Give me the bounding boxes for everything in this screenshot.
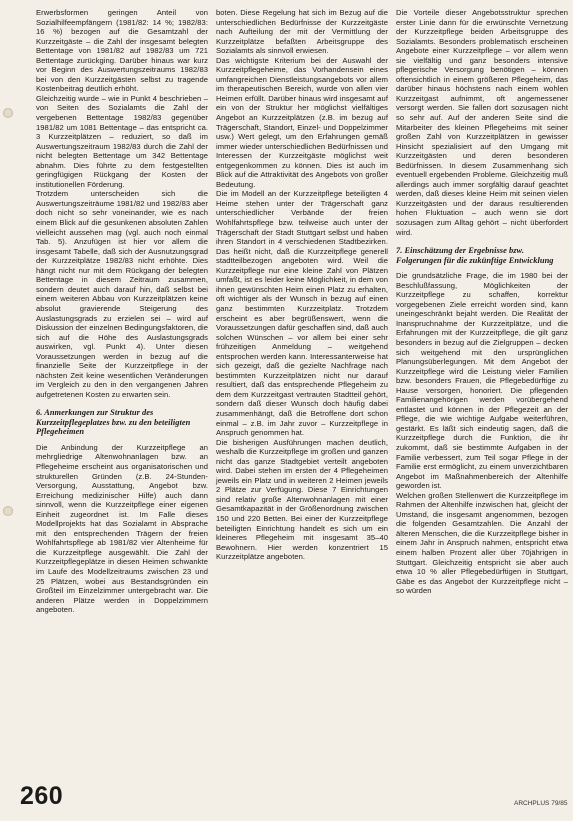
section-heading: 6. Anmerkungen zur Struktur des Kurzzeitpflegeplatzes bzw. zu den beteiligten Pflegeheimen: [36, 408, 191, 437]
punch-hole-mark: [3, 108, 13, 118]
paragraph: boten. Diese Regelung hat sich im Bezug auf die unterschiedlichen Bedürfnisse der Kurzzeitgäste nach Aufteilung der mit der Vermittlung der Kurzzeitplätze befaßten Arbeitsgruppe des Sozialamts als sinnvoll erwiesen.: [216, 8, 388, 56]
paragraph: Gleichzeitig wurde – wie in Punkt 4 beschrieben – von Seiten des Sozialamts die Zahl der vergebenen Bettentage 1982/83 gegenüber 1981/82 um 1081 Bettentage – das entspricht ca. 3 Kurzzeitplätzen – reduziert, so daß im Auswertungszeitraum 1982/83 durch die Zahl der nicht belegten Bettentage um 342 Bettentage abnahm. Dies führte zu dem festgestellten geringfügigen Rückgang der Kosten der institutionellen Förderung.: [36, 93, 208, 189]
paragraph: Erwerbsformen geringen Anteil von Sozialhilfeempfängern (1981/82: 14 %; 1982/83: 16 %) bezogen auf die Gesamtzahl der Kurzzeitgäste – die Zahl der insgesamt belegten Bettentage von 1981/82 auf 1982/83 um 721 Bettentage zurückging. Darüber hinaus war kurz vor Beginn des Auswertungszeitraums 1982/83 bei von den Kurzzeitgästen selbst zu tragende Kostenbeitrag deutlich erhöht.: [36, 8, 208, 94]
paragraph: Die Vorteile dieser Angebotsstruktur sprechen erster Linie dann für die erwünschte Vernetzung der Kurzzeitpflege beiden Arbeitsgruppe des Sozialamts. Besonders problematisch erscheinen Angebote einer Kurzzeitpflege – vor allem wenn sie vielfältig und ganz besonders intensive pflegerische Versorgung benötigen – können oftensichtlich in einem größeren Pflegeheim, das darüber hinaus höchstens nach einem wohlen Kurzzeitgast aufnimmt, oft angemessener versorgt werden. Sie fallen dort sozusagen nicht so sehr auf. Auf der anderen Seite sind die Mitarbeiter des kleinen Pflegeheims mit seiner großen Zahl von Kurzzeitplätzen in gewisser Hinsicht spezialisiert auf den Umgang mit Kurzzeitgästen und deren besonderen Bedürfnissen. In diesem Zusammenhang sich eventuell ergebenden Probleme. Gleichzeitig muß allerdings auch immer sorgfältig darauf geachtet werden, daß dieses kleine Heim mit seinen vielen Kurzzeitgästen und der daraus resultierenden hohen Fluktuation – auch wenn sie dort sozusagen zum Alltag gehört – nicht überfordert wird.: [396, 8, 568, 237]
text-column-middle: [216, 8, 388, 562]
paragraph: Das wichtigste Kriterium bei der Auswahl der Kurzzeitpflegeheime, das Vorhandensein eines umfangreichen Dienstleistungsangebots vor allem im therapeutischen Bereich, wurde von allen vier Heimen erfüllt. Darüber hinaus wird insgesamt auf ein von der Struktur her möglichst vielfältiges Angebot an Kurzzeitplätzen (z.B. im bezug auf Trägerschaft, Standort, Einzel- und Doppelzimmer usw.) Wert gelegt, um den Erfahrungen gemäß immer wieder unterschiedlichen Bedürfnissen und Interessen der Kurzzeitgäste möglichst weit entgegenkommen zu können. Dies ist auch im Blick auf die Attraktivität des Angebots von großer Bedeutung.: [216, 55, 388, 189]
paragraph: Die bisherigen Ausführungen machen deutlich, weshalb die Kurzzeitpflege im großen und ganzen nicht das ganze Stadtgebiet verteilt angeboten wird. Dabei stehen im ersten der 4 Pflegeheimen jeweils ein Platz und in weiteren 2 Heimen jeweils 2 Plätze zur Verfügung. Diese 7 Einrichtungen sind relativ große Altenwohnanlagen mit einer Gesamtkapazität in der Größenordnung zwischen 150 und 220 Betten. Bei einer der Kurzzeitpflege beteiligten Einrichtung handelt es sich um ein kleineres Pflegeheim mit insgesamt 35–40 Bewohnern. Hier werden konzentriert 15 Kurzzeitplätze angeboten.: [216, 437, 388, 562]
text-column-right: [396, 8, 568, 596]
section-heading: 7. Einschätzung der Ergebnisse bzw. Folgerungen für die zukünftige Entwicklung: [396, 246, 554, 265]
paragraph: Die Anbindung der Kurzzeitpflege an mehrgliedrige Altenwohnanlagen bzw. an Pflegeheime erscheint aus organisatorischen und strukturellen Gründen (z.B. 24-Stunden-Versorgung, Ausstattung, Angebot bzw. Erreichung medizinischer Hilfe) auch dann sinnvoll, wenn die Kurzzeitpflege einer eigenen Einheit zugeordnet ist. Im Falle dieses Modellprojekts hat das Sozialamt in Absprache mit den entsprechenden Trägern der freien Wohlfahrtspflege ab 1981/82 vier Altenheime für die Kurzzeitpflege ausgewählt. Die Zahl der Kurzzeitpflegeplätze in diesen Heimen schwankte im Laufe des Modellzeitraums zwischen 23 und 25 Plätzen, wobei aus Bestandsgründen ein Großteil im Einzelzimmer untergebracht war. Die anderen Plätze werden in Doppelzimmern angeboten.: [36, 442, 208, 615]
page-number: 260: [20, 782, 64, 810]
paragraph: Welchen großen Stellenwert die Kurzzeitpflege im Rahmen der Altenhilfe inzwischen hat, gleicht der Umstand, die insgesamt angenommen, bezogen die folgenden Gesamtzahlen. Die Anzahl der älteren Menschen, die die Kurzzeitpflege bisher in einem Jahr in Anspruch nahmen, entspricht etwa einem halben Prozent aller über 70jährigen in Stuttgart. Gleichzeitig entspricht sie aber auch etwa 10 % aller Pflegebedürftigen in Stuttgart, Gäbe es das Angebot der Kurzzeitpflege nicht – so würden: [396, 490, 568, 596]
paragraph: Die grundsätzliche Frage, die im 1980 bei der Beschlußfassung, Möglichkeiten der Kurzzeitpflege zu schaffen, korrektur vorgegebenen Ziele erreicht worden sind, kann uneingeschränkt bejaht werden. Die Realität der Inanspruchnahme der Kurzzeitplätze, und die Erfahrungen mit der Kurzzeitpflege, die gilt ganz besonders in bezug auf die Zielgruppen – decken sich weitgehend mit den ursprünglichen Planungsüberlegungen. Mit dem Angebot der Kurzzeitpflege wird die Leistung vieler Familien bzw. besonders Frauen, die Pflegebedürftige zu Hause versorgen, honoriert. Die pflegenden Familienangehörigen werden vorübergehend entlastet und können in der Pflegezeit an der Pflege, die wie wichtige Aufgabe weiterführen, gestärkt. Es läßt sich eindeutig sagen, daß die Kurzzeitpflege durch die Funktion, die ihr zukommt, daß sie bestimmte Aufgaben in der Familie verbessert, zum Teil sogar Pflege in der Familie erst ermöglicht, zu einem unverzichtbaren Angebot im Maßnahmenbereich der Altenhilfe geworden ist.: [396, 271, 568, 491]
paragraph: Die im Modell an der Kurzzeitpflege beteiligten 4 Heime stehen unter der Trägerschaft ganz unterschiedlicher Verbände der freien Wohlfahrtspflege bzw. teilweise auch unter der Trägerschaft der Stadt Stuttgart selbst und haben ihren Standort in 4 verschiedenen Stadtbezirken. Das heißt nicht, daß die Kurzzeitpflege generell stadtteilbezogen angeboten wird. Weil die Kurzzeitpflege nur eine kleine Zahl von Plätzen umfaßt, ist es leider keine Möglichkeit, in dem von ihnen gewünschten Heim einen Platz zu erhalten, oft wichtiger als der Wunsch in bezug auf einen ganz bestimmten Kurzzeitplatz. Trotzdem erscheint es aber begrüßenswert, wenn die Voraussetzungen dafür geschaffen sind, daß auch solchen Wünschen – vor allem bei einer sehr frühzeitigen Anmeldung – weitgehend entsprochen werden kann. Interessanterweise hat sich gezeigt, daß die gezielte Nachfrage nach bestimmten Kurzzeitplätzen nicht nur darauf resultiert, daß das entsprechende Pflegeheim zu dem dem Kurzzeitgast vertrauten Stadtteil gehört, sondern daß dieser Wunsch doch häufig dabei zusammenhängt, daß die Betroffene dort schon einmal – z.B. im Jahr zuvor – Kurzzeitpflege in Anspruch genommen hat.: [216, 189, 388, 438]
text-column-left: [36, 8, 208, 615]
paragraph: Trotzdem unterscheiden sich die Auswertungszeiträume 1981/82 und 1982/83 aber doch nicht so sehr voneinander, wie es nach einem Blick auf die gesunkenen absoluten Zahlen vielleicht aussehen mag (vgl. auch noch einmal Tab. 5). Anzufügen ist hier vor allem die insgesamt Tabelle, daß sich der Ausnutzungsgrad der Kurzzeitplätze 1982/83 nicht erhöhte. Dies hängt nicht nur mit dem Rückgang der belegten Bettentage in diesem Zeitraum zusammen, sondern deutet auch darauf hin, daß selbst bei einem weiteren Abbau von Kurzzeitplätzen keine absolut gravierende Steigerung des Auslastungsgrads zu erzielen sei – wird auf Diskussion der einzelnen Bedingungsfaktoren, die sich auf die Höhe des Auslastungsgrads auswirken, vgl. Punkt 4). Unter diesen Voraussetzungen werden in bezug auf die finanzielle Seite der Kurzzeitpflege in der nächsten Zeit keine wesentlichen Veränderungen im Vergleich zu den in den vergangenen Jahren aufgetretenen Kosten zu erwarten sein.: [36, 189, 208, 399]
punch-hole-mark: [3, 506, 13, 516]
footer-label: ARCHPLUS 79/85: [514, 800, 568, 807]
